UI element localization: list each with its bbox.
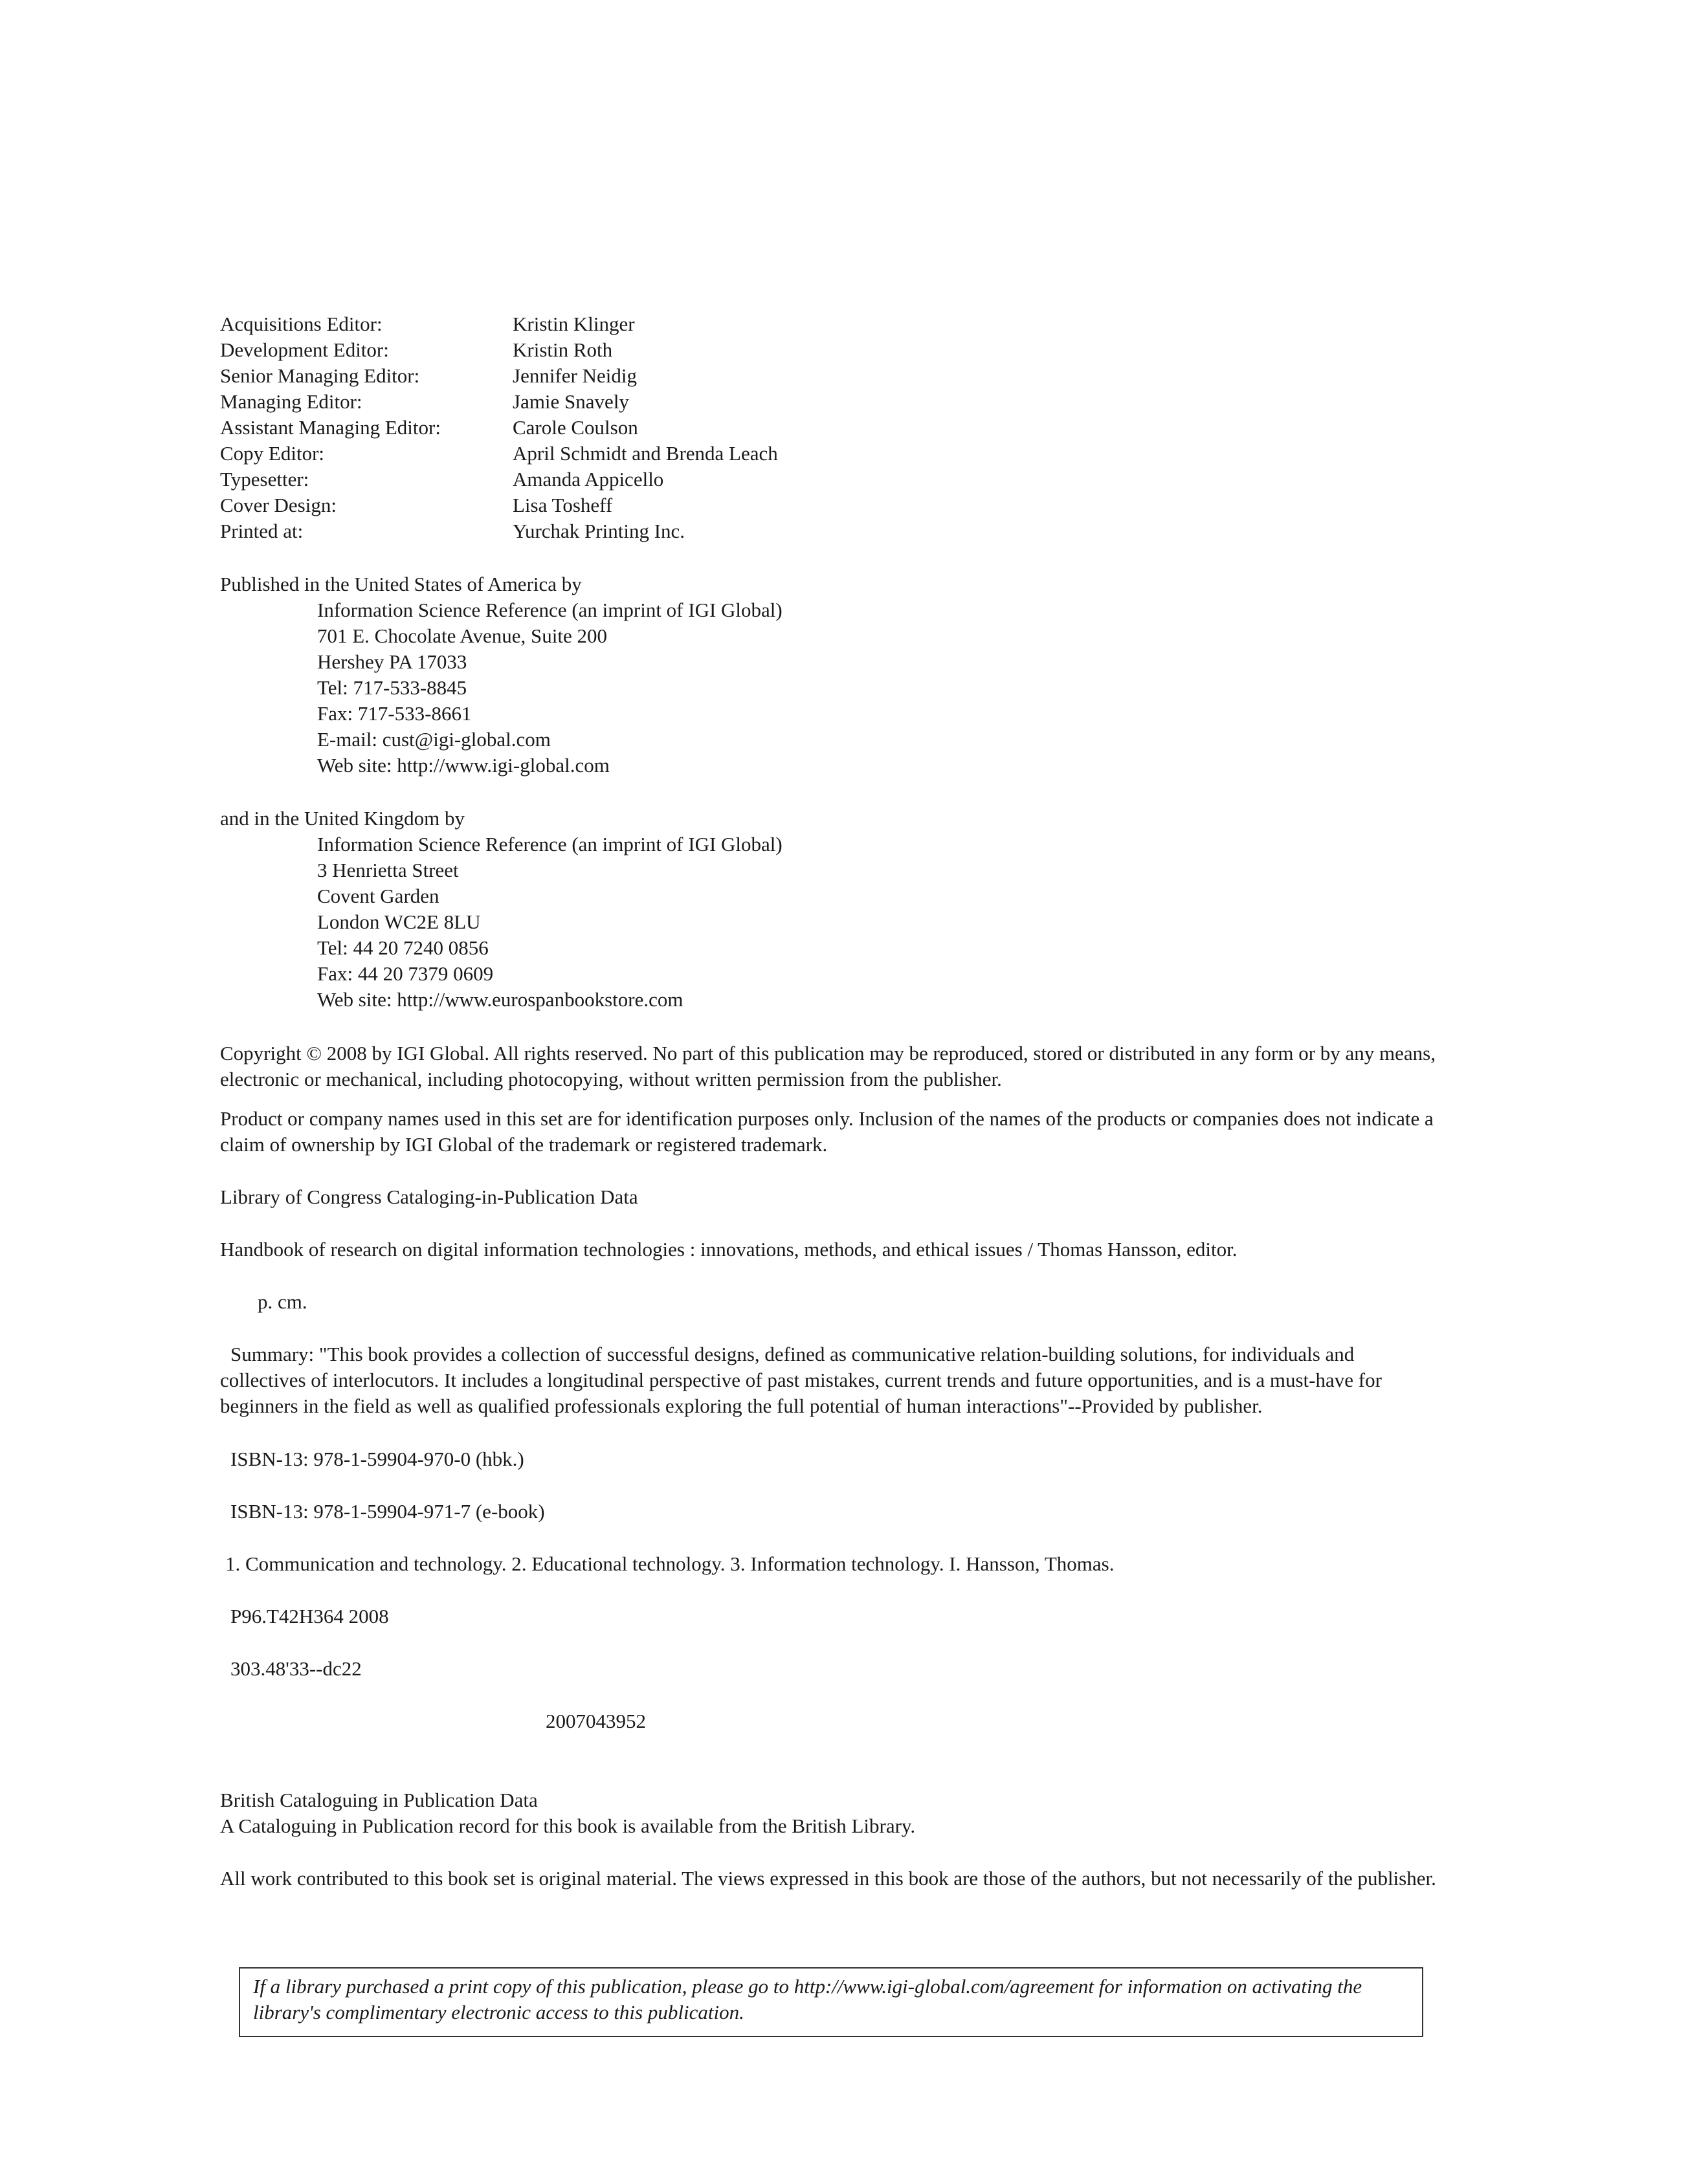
credits-list: [220, 311, 1450, 544]
british-cip-text: A Cataloguing in Publication record for this book is available from the British Library.: [220, 1814, 916, 1837]
credit-role: Copy Editor:: [220, 442, 325, 465]
credit-name: Amanda Appicello: [513, 468, 664, 491]
address-line: E-mail: cust@igi-global.com: [317, 728, 551, 751]
address-line: London WC2E 8LU: [317, 910, 481, 933]
lccn-text: 2007043952: [546, 1710, 646, 1732]
address-line: Covent Garden: [317, 885, 439, 907]
us-publisher-heading: Published in the United States of America by: [220, 573, 582, 595]
credit-role: Assistant Managing Editor:: [220, 416, 441, 439]
cip-heading-text: Library of Congress Cataloging-in-Publication Data: [220, 1186, 638, 1208]
credit-role: Typesetter:: [220, 468, 309, 491]
address-line: Tel: 717-533-8845: [317, 676, 467, 699]
credit-role: Printed at:: [220, 520, 304, 542]
library-access-notice: If a library purchased a print copy of this publication, please go to http://www.igi-global.com/agreement for information on activating the library's complimentary electronic access to this publication.: [239, 1967, 1423, 2037]
address-line: Web site: http://www.eurospanbookstore.com: [317, 988, 683, 1011]
cip-subjects-text: 1. Communication and technology. 2. Educational technology. 3. Information technology. I. Hansson, Thomas.: [225, 1552, 1115, 1575]
address-line: Information Science Reference (an imprint of IGI Global): [317, 833, 783, 855]
cip-isbn-hbk: [230, 1446, 1460, 1472]
credit-name: Kristin Klinger: [513, 313, 635, 335]
uk-publisher-heading: and in the United Kingdom by: [220, 807, 465, 830]
cip-title-text: Handbook of research on digital information technologies : innovations, methods, and ethical issues / Thomas Hansson, editor.: [220, 1238, 1238, 1261]
cip-heading: [220, 1184, 1450, 1210]
credit-name: Jennifer Neidig: [513, 364, 637, 387]
credit-role: Development Editor:: [220, 338, 389, 361]
credit-row: [220, 467, 1450, 492]
address-line: 3 Henrietta Street: [317, 859, 459, 881]
credit-row: [220, 492, 1450, 518]
credit-name: Yurchak Printing Inc.: [513, 520, 685, 542]
lc-class-text: P96.T42H364 2008: [230, 1605, 389, 1627]
address-line: Fax: 44 20 7379 0609: [317, 962, 494, 985]
credit-row: [220, 518, 1450, 544]
credit-row: [220, 363, 1450, 389]
address-line: Fax: 717-533-8661: [317, 702, 472, 725]
address-line: Web site: http://www.igi-global.com: [317, 754, 610, 777]
british-cip-heading: British Cataloguing in Publication Data: [220, 1789, 538, 1811]
cip-subjects: [225, 1551, 1455, 1577]
dewey-text: 303.48'33--dc22: [230, 1657, 362, 1680]
cip-lccn: [546, 1708, 934, 1734]
cip-lc-class: [230, 1604, 1460, 1629]
credit-role: Managing Editor:: [220, 390, 362, 413]
isbn-hbk-text: ISBN-13: 978-1-59904-970-0 (hbk.): [230, 1448, 524, 1470]
cip-pcm-text: p. cm.: [258, 1290, 307, 1313]
copyright-statement: Copyright © 2008 by IGI Global. All rights reserved. No part of this publication may be reproduced, stored or distributed in any form or by any means, electronic or mechanical, including photocopying, without written permission from the publisher.: [220, 1042, 1436, 1090]
credit-role: Acquisitions Editor:: [220, 313, 383, 335]
uk-publisher: [220, 806, 1450, 1013]
credit-name: Carole Coulson: [513, 416, 638, 439]
originality-statement: All work contributed to this book set is original material. The views expressed in this book are those of the authors, but not necessarily of the publisher.: [220, 1867, 1436, 1890]
us-publisher: [220, 571, 1450, 778]
credit-role: Senior Managing Editor:: [220, 364, 420, 387]
credit-role: Cover Design:: [220, 494, 337, 516]
address-line: 701 E. Chocolate Avenue, Suite 200: [317, 624, 607, 647]
credit-name: Lisa Tosheff: [513, 494, 613, 516]
cip-title: [220, 1237, 1450, 1263]
isbn-ebook-text: ISBN-13: 978-1-59904-971-7 (e-book): [230, 1500, 545, 1523]
credit-row: [220, 337, 1450, 363]
credit-name: April Schmidt and Brenda Leach: [513, 442, 778, 465]
credit-row: [220, 311, 1450, 337]
cip-isbn-ebook: [230, 1499, 1460, 1525]
address-line: Hershey PA 17033: [317, 650, 467, 673]
credit-name: Kristin Roth: [513, 338, 613, 361]
address-line: Information Science Reference (an imprint of IGI Global): [317, 599, 783, 621]
british-cip: [220, 1787, 1450, 1839]
cip-pcm: [258, 1289, 1487, 1315]
cip-dewey: [230, 1656, 1460, 1682]
credit-row: [220, 415, 1450, 441]
credit-row: [220, 389, 1450, 415]
address-line: Tel: 44 20 7240 0856: [317, 936, 489, 959]
credit-name: Jamie Snavely: [513, 390, 629, 413]
trademark-statement: Product or company names used in this set are for identification purposes only. Inclusion of the names of the products or companies does not indicate a claim of ownership by IGI Global of the trademark or registered trademark.: [220, 1107, 1434, 1156]
credit-row: [220, 441, 1450, 467]
cip-summary: Summary: "This book provides a collection of successful designs, defined as communicative relation-building solutions, for individuals and collectives of interlocutors. It includes a longitudinal perspective of past mistakes, current trends and future opportunities, and is a must-have for beginners in the field as well as qualified professionals exploring the full potential of human interactions"--Provided by publisher.: [220, 1343, 1382, 1417]
